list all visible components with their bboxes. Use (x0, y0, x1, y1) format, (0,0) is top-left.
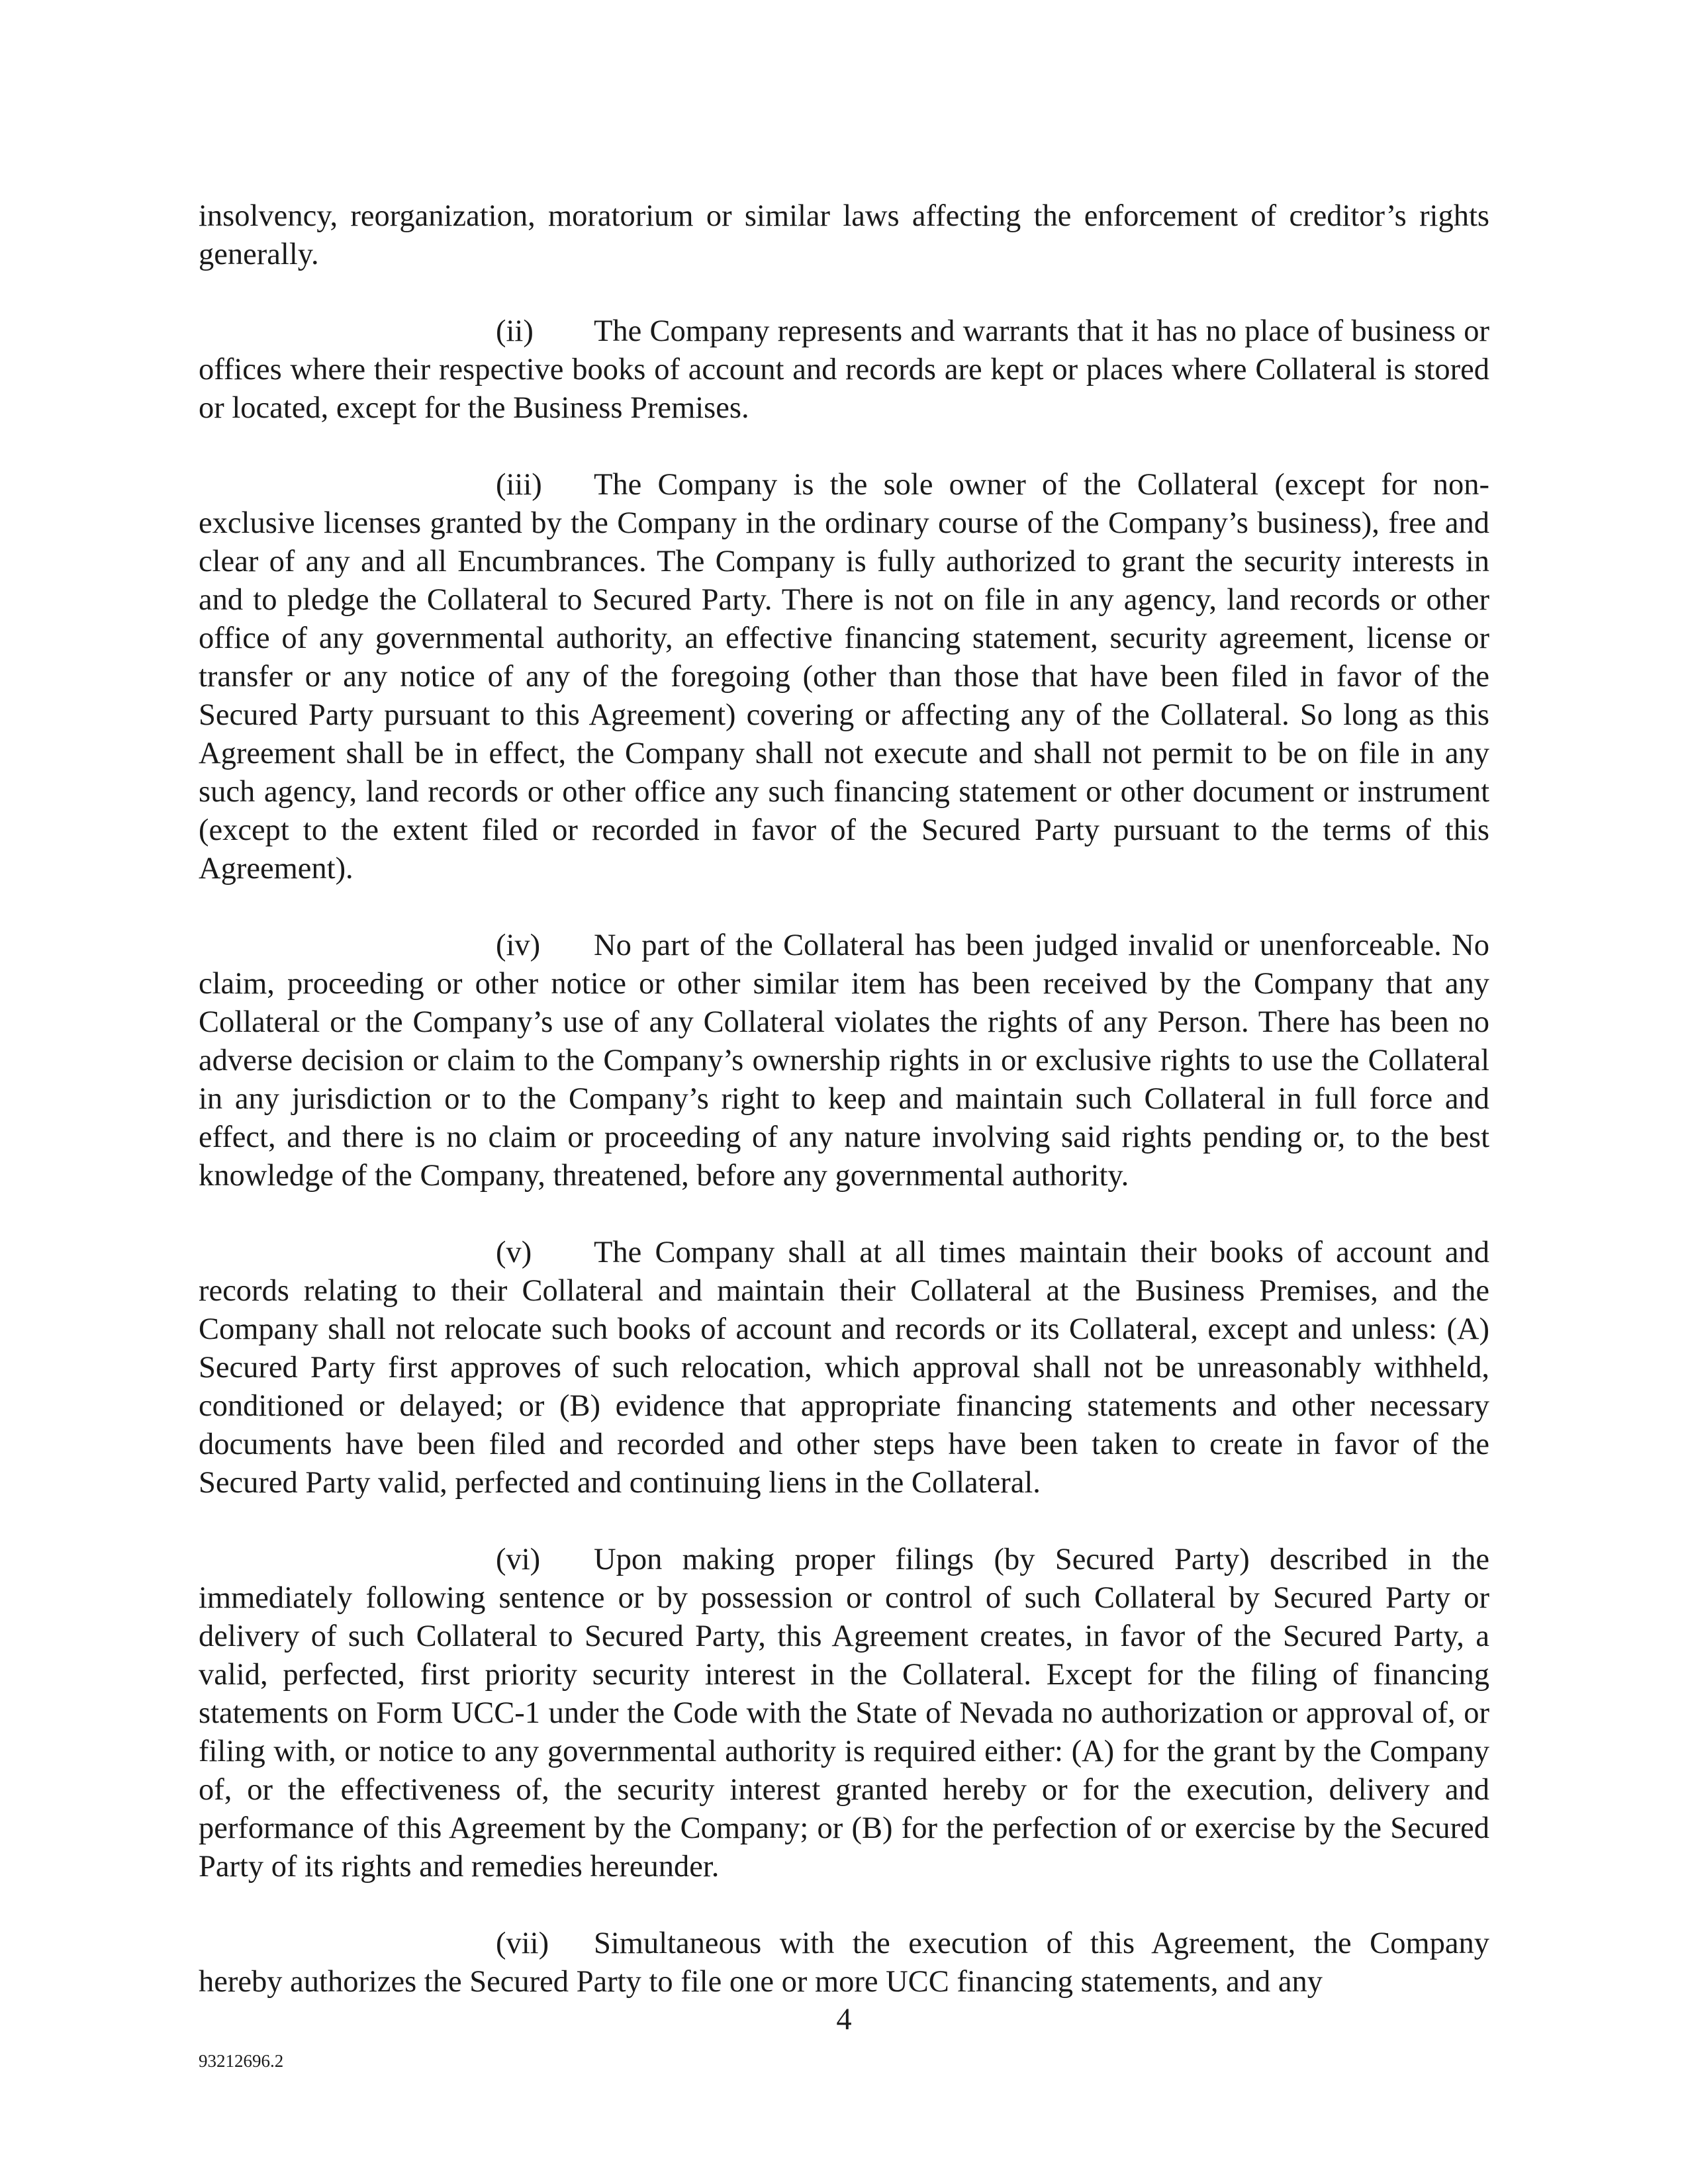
paragraph-iii (199, 466, 1489, 888)
paragraph-text: The Company is the sole owner of the Collateral (except for non-exclusive licenses granted by the Company in the ordinary course of the Company’s business), free and clear of any and all Encumbrances. The Company is fully authorized to grant the security interests in and to pledge the Collateral to Secured Party. There is not on file in any agency, land records or other office of any governmental authority, an effective financing statement, security agreement, license or transfer or any notice of any of the foregoing (other than those that have been filed in favor of the Secured Party pursuant to this Agreement) covering or affecting any of the Collateral. So long as this Agreement shall be in effect, the Company shall not execute and shall not permit to be on file in any such agency, land records or other office any such financing statement or other document or instrument (except to the extent filed or recorded in favor of the Secured Party pursuant to the terms of this Agreement). (199, 468, 1489, 886)
paragraph-ii (199, 312, 1489, 428)
paragraph-number: (v) (496, 1236, 532, 1269)
paragraph-v (199, 1234, 1489, 1502)
paragraph-vii (199, 1925, 1489, 2001)
paragraph-text: Upon making proper filings (by Secured Party) described in the immediately following sentence or by possession or control of such Collateral by Secured Party or delivery of such Collateral to Secured Party, this Agreement creates, in favor of the Secured Party, a valid, perfected, first priority security interest in the Collateral. Except for the filing of financing statements on Form UCC-1 under the Code with the State of Nevada no authorization or approval of, or filing with, or notice to any governmental authority is required either: (A) for the grant by the Company of, or the effectiveness of, the security interest granted hereby or for the execution, delivery and performance of this Agreement by the Company; or (B) for the perfection of or exercise by the Secured Party of its rights and remedies hereunder. (199, 1543, 1489, 1884)
paragraph-text: No part of the Collateral has been judged invalid or unenforceable. No claim, proceeding or other notice or other similar item has been received by the Company that any Collateral or the Company’s use of any Collateral violates the rights of any Person. There has been no adverse decision or claim to the Company’s ownership rights in or exclusive rights to use the Collateral in any jurisdiction or to the Company’s right to keep and maintain such Collateral in full force and effect, and there is no claim or proceeding of any nature involving said rights pending or, to the best knowledge of the Company, threatened, before any governmental authority. (199, 929, 1489, 1193)
paragraph-iv (199, 927, 1489, 1195)
paragraph-text: The Company shall at all times maintain their books of account and records relating to their Collateral and maintain their Collateral at the Business Premises, and the Company shall not relocate such books of account and records or its Collateral, except and unless: (A) Secured Party first approves of such relocation, which approval shall not be unreasonably withheld, conditioned or delayed; or (B) evidence that appropriate financing statements and other necessary documents have been filed and recorded and other steps have been taken to create in favor of the Secured Party valid, perfected and continuing liens in the Collateral. (199, 1236, 1489, 1500)
paragraph-vi (199, 1541, 1489, 1886)
document-id: 93212696.2 (199, 2051, 284, 2071)
paragraph-text: The Company represents and warrants that it has no place of business or offices where their respective books of account and records are kept or places where Collateral is stored or located, except for the Business Premises. (199, 314, 1489, 425)
paragraph-text: Simultaneous with the execution of this Agreement, the Company hereby authorizes the Secured Party to file one or more UCC financing statements, and any (199, 1927, 1489, 1999)
paragraph-text: insolvency, reorganization, moratorium or similar laws affecting the enforcement of creditor’s rights generally. (199, 199, 1489, 271)
paragraph-number: (ii) (496, 314, 534, 348)
page-number: 4 (836, 2003, 852, 2036)
paragraph-number: (iv) (496, 929, 541, 962)
paragraph-continuation (199, 197, 1489, 274)
document-body (199, 197, 1489, 2040)
paragraph-number: (vii) (496, 1927, 549, 1960)
paragraph-number: (vi) (496, 1543, 541, 1576)
paragraph-number: (iii) (496, 468, 542, 502)
